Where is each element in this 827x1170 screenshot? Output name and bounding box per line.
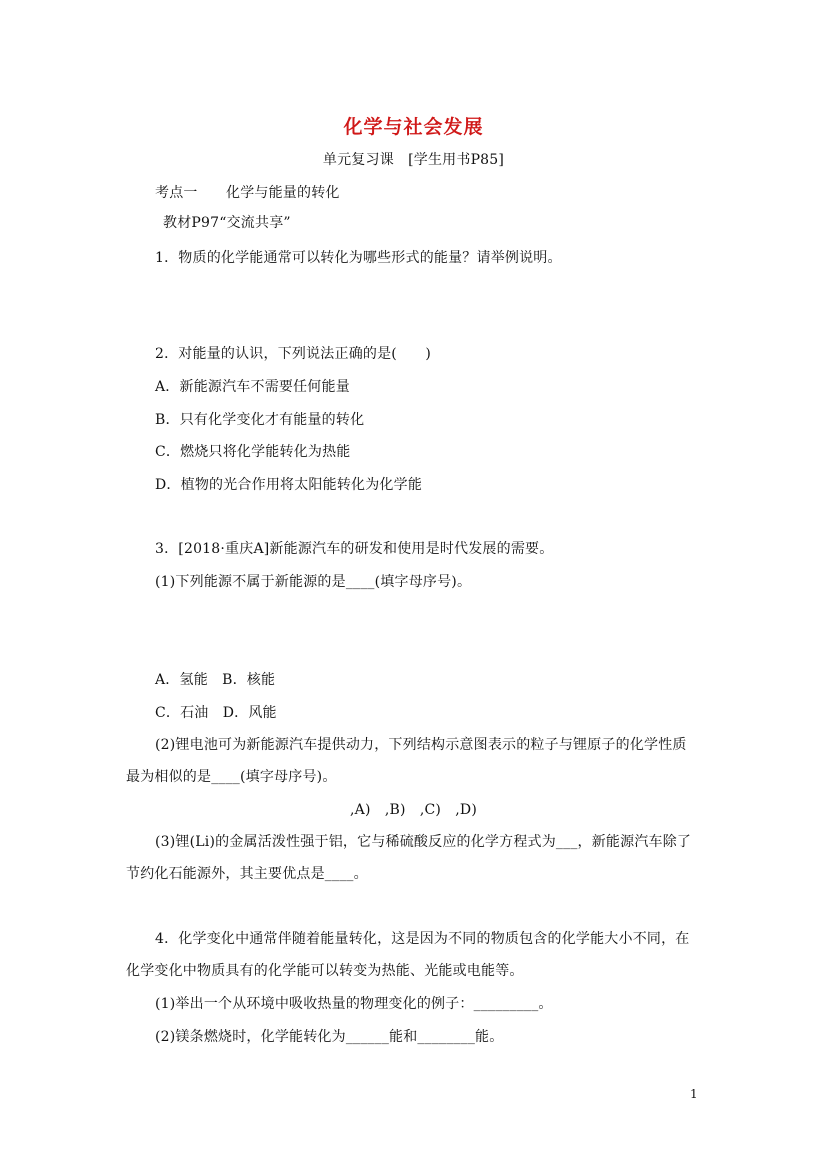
question-2-option-b: B．只有化学变化才有能量的转化 [155, 412, 365, 428]
page-number: 1 [690, 1087, 698, 1101]
question-3-stem: 3．[2018·重庆A]新能源汽车的研发和使用是时代发展的需要。 [155, 541, 554, 557]
question-3-diagram-labels: ,A) ,B) ,C) ,D) [350, 802, 477, 818]
section-heading: 考点一 化学与能量的转化 [155, 185, 340, 201]
question-1: 1．物质的化学能通常可以转化为哪些形式的能量？请举例说明。 [155, 250, 562, 266]
question-2-option-a: A．新能源汽车不需要任何能量 [155, 379, 350, 395]
question-3-part-3-line-1: (3)锂(Li)的金属活泼性强于铝，它与稀硫酸反应的化学方程式为___，新能源汽车除了 [155, 834, 692, 850]
question-3-part-1: (1)下列能源不属于新能源的是____(填字母序号)。 [155, 574, 472, 590]
question-3-part-3-line-2: 节约化石能源外，其主要优点是____。 [126, 866, 368, 882]
document-subtitle: 单元复习课 [学生用书P85] [322, 152, 505, 168]
question-4-part-2: (2)镁条燃烧时，化学能转化为______能和________能。 [155, 1029, 504, 1045]
question-3-part-2-line-2: 最为相似的是____(填字母序号)。 [126, 769, 337, 785]
question-4-line-2: 化学变化中物质具有的化学能可以转变为热能、光能或电能等。 [126, 963, 524, 979]
question-2-option-d: D．植物的光合作用将太阳能转化为化学能 [155, 477, 423, 493]
question-4-line-1: 4．化学变化中通常伴随着能量转化，这是因为不同的物质包含的化学能大小不同，在 [155, 931, 690, 947]
question-4-part-1: (1)举出一个从环境中吸收热量的物理变化的例子：_________。 [155, 996, 553, 1012]
source-reference: 教材P97“交流共享” [163, 215, 291, 231]
question-2-stem: 2．对能量的认识，下列说法正确的是( ) [155, 346, 432, 362]
question-3-options-ab: A．氢能 B．核能 [155, 672, 276, 688]
question-3-options-cd: C．石油 D．风能 [155, 705, 277, 721]
question-2-option-c: C．燃烧只将化学能转化为热能 [155, 444, 351, 460]
question-3-part-2-line-1: (2)锂电池可为新能源汽车提供动力，下列结构示意图表示的粒子与锂原子的化学性质 [155, 737, 687, 753]
document-title: 化学与社会发展 [343, 116, 484, 138]
